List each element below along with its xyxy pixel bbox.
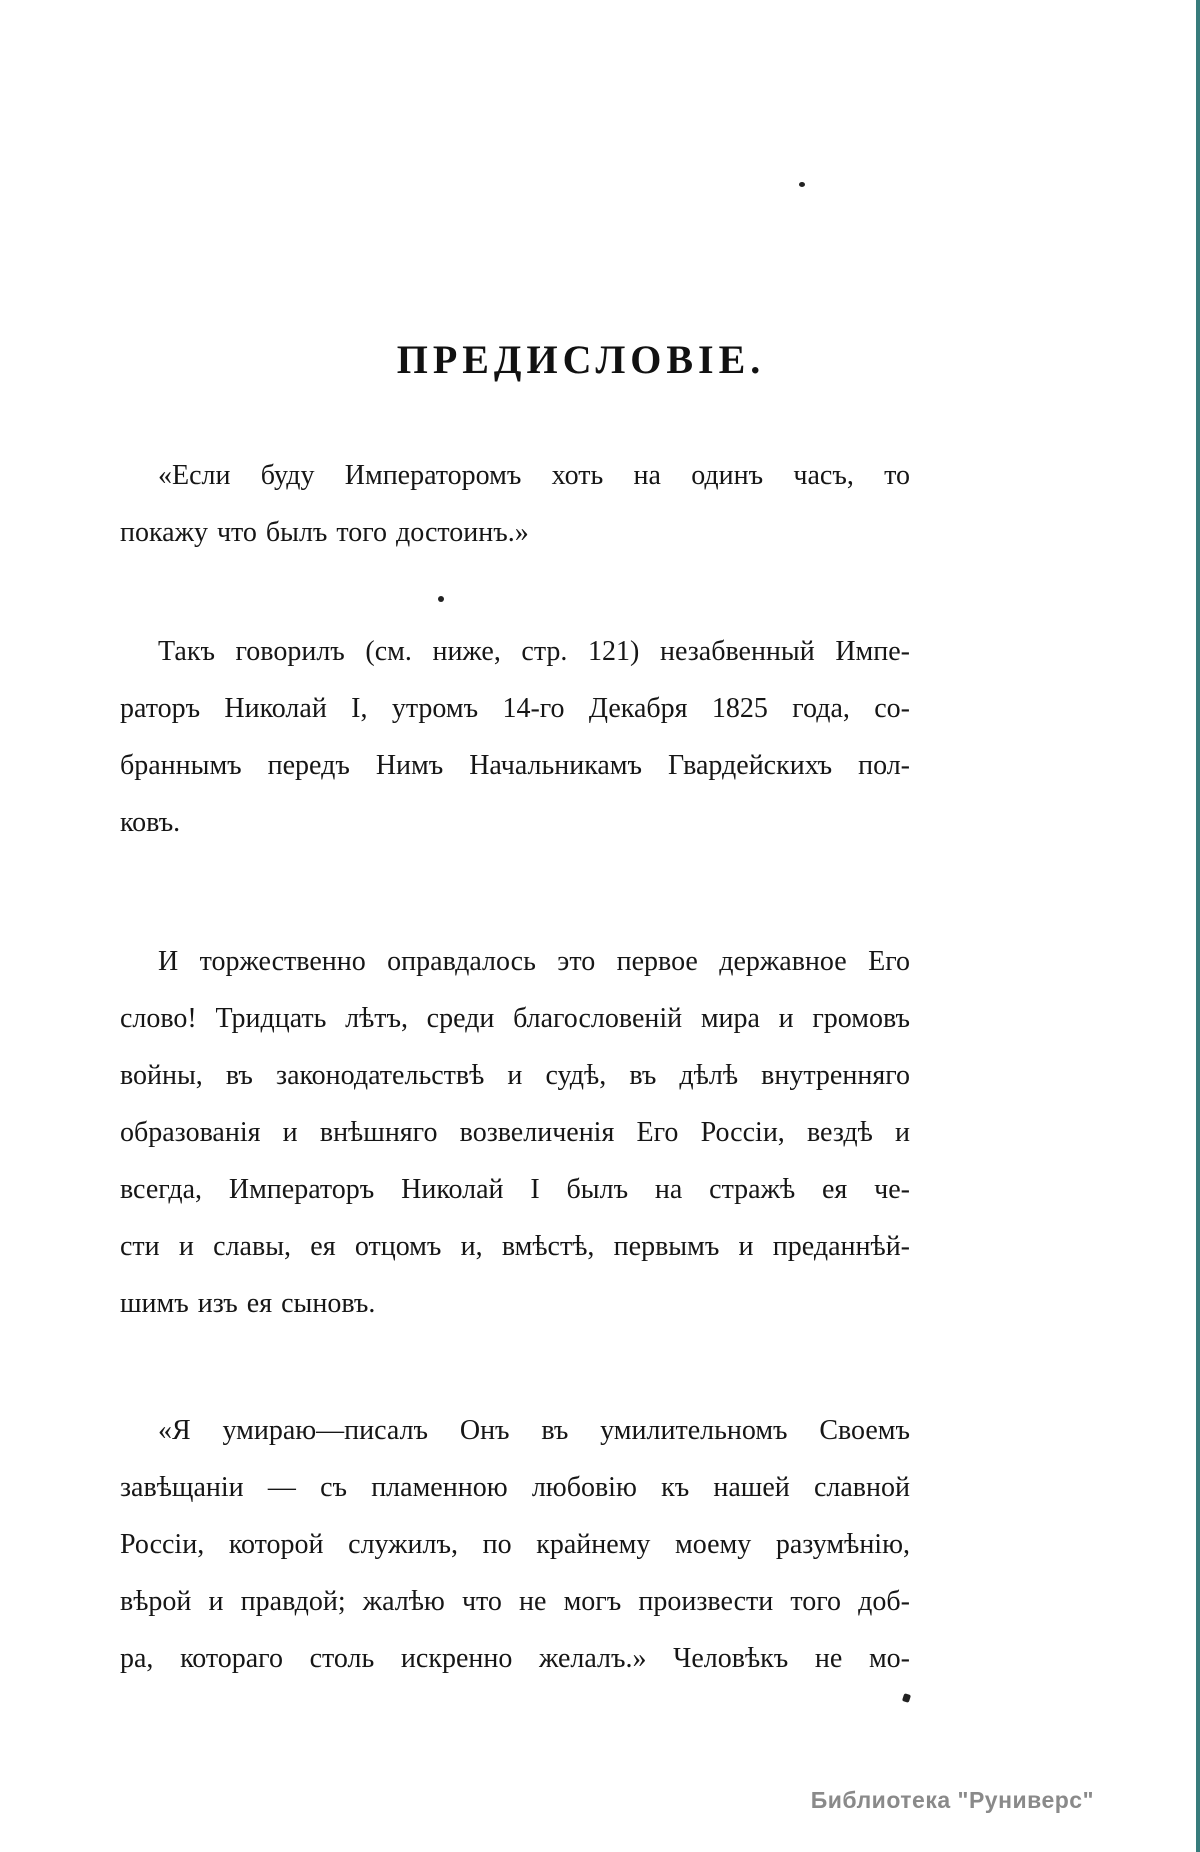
body-paragraph [120, 623, 910, 851]
text-line: вѣрой и правдой; жалѣю что не могъ произвести того доб- [120, 1586, 910, 1617]
text-line: слово! Тридцать лѣтъ, среди благословеній мира и громовъ [120, 1003, 910, 1034]
text-line: покажу что былъ того достоинъ.» [120, 517, 529, 548]
text-line: Такъ говорилъ (см. ниже, стр. 121) незабвенный Импе- [158, 636, 910, 667]
text-line: Россіи, которой служилъ, по крайнему моему разумѣнію, [120, 1529, 910, 1560]
text-line: И торжественно оправдалось это первое державное Его [158, 946, 910, 977]
text-line: всегда, Императоръ Николай I былъ на стражѣ ея че- [120, 1174, 910, 1205]
library-watermark: Библиотека "Руниверс" [810, 1787, 1094, 1813]
text-line: «Я умираю—писалъ Онъ въ умилительномъ Своемъ [158, 1415, 910, 1446]
text-column [120, 336, 910, 1687]
text-line: образованія и внѣшняго возвеличенія Его Россіи, вездѣ и [120, 1117, 910, 1148]
ink-speck [902, 1693, 911, 1703]
body-paragraph [120, 933, 910, 1332]
text-line: сти и славы, ея отцомъ и, вмѣстѣ, первымъ и преданнѣй- [120, 1231, 910, 1262]
text-line: браннымъ передъ Нимъ Начальникамъ Гвардейскихъ пол- [120, 750, 910, 781]
text-line: раторъ Николай I, утромъ 14-го Декабря 1825 года, со- [120, 693, 910, 724]
text-line: шимъ изъ ея сыновъ. [120, 1288, 376, 1319]
text-line: завѣщаніи — съ пламенною любовію къ нашей славной [120, 1472, 910, 1503]
page-title: ПРЕДИСЛОВІЕ. [396, 337, 766, 382]
quote-paragraph [120, 1402, 910, 1687]
text-line: ра, котораго столь искренно желалъ.» Человѣкъ не мо- [120, 1643, 910, 1674]
scan-edge-artifact [1196, 0, 1200, 1852]
text-line: войны, въ законодательствѣ и судѣ, въ дѣлѣ внутренняго [120, 1060, 910, 1091]
ink-speck [799, 182, 805, 187]
text-line: ковъ. [120, 807, 181, 838]
quote-paragraph [120, 447, 910, 561]
text-line: «Если буду Императоромъ хоть на одинъ часъ, то [158, 460, 910, 491]
